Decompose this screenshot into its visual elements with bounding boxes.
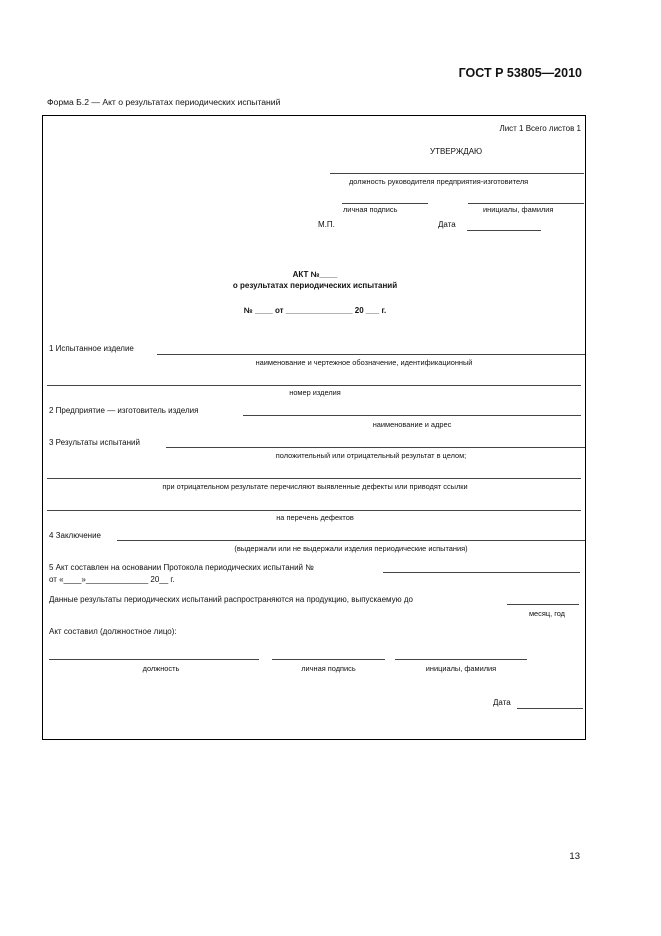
approve-position-line[interactable] — [330, 173, 584, 174]
approve-title: УТВЕРЖДАЮ — [430, 147, 483, 156]
item3-hint: положительный или отрицательный результат в целом; — [275, 451, 467, 460]
act-title: АКТ №____ — [292, 270, 338, 279]
page-number: 13 — [569, 851, 580, 862]
approve-position-label: должность руководителя предприятия-изготовителя — [349, 177, 529, 186]
item3-hint2: при отрицательном результате перечисляют выявленные дефекты или приводят ссылки — [162, 482, 468, 491]
item2-field[interactable] — [243, 415, 581, 416]
approve-signature-label: личная подпись — [343, 205, 398, 214]
item5-line2: от «____»______________ 20__ г. — [49, 575, 175, 584]
item3-field[interactable] — [166, 447, 585, 448]
item3-field-2[interactable] — [47, 478, 581, 479]
sheet-info: Лист 1 Всего листов 1 — [499, 124, 581, 133]
approve-date-label: Дата — [438, 220, 456, 229]
standard-header: ГОСТ Р 53805—2010 — [458, 66, 582, 80]
item1-field[interactable] — [157, 354, 585, 355]
act-subtitle: о результатах периодических испытаний — [232, 281, 398, 290]
item1-hint: наименование и чертежное обозначение, идентификационный — [255, 358, 473, 367]
stamp-label: М.П. — [318, 220, 335, 229]
compiler-signature-label: личная подпись — [301, 664, 356, 673]
approve-name-label: инициалы, фамилия — [483, 205, 554, 214]
item1-label: 1 Испытанное изделие — [49, 344, 134, 353]
extent-text: Данные результаты периодических испытаний распространяются на продукцию, выпускаемую до — [49, 595, 413, 604]
compiler-date-label: Дата — [493, 698, 511, 707]
item2-label: 2 Предприятие — изготовитель изделия — [49, 406, 199, 415]
item4-hint: (выдержали или не выдержали изделия периодические испытания) — [234, 544, 468, 553]
item3-field-3[interactable] — [47, 510, 581, 511]
item4-field[interactable] — [117, 540, 585, 541]
item1-hint2: номер изделия — [289, 388, 341, 397]
extent-date-field[interactable] — [507, 604, 579, 605]
compiler-name-label: инициалы, фамилия — [425, 664, 497, 673]
item3-label: 3 Результаты испытаний — [49, 438, 140, 447]
form-frame — [42, 115, 586, 740]
compiler-title: Акт составил (должностное лицо): — [49, 627, 177, 636]
item2-hint: наименование и адрес — [372, 420, 452, 429]
compiler-name-line[interactable] — [395, 659, 527, 660]
item5-line1: 5 Акт составлен на основании Протокола периодических испытаний № — [49, 563, 314, 572]
item5-protocol-field[interactable] — [383, 572, 580, 573]
extent-hint: месяц, год — [528, 609, 565, 618]
compiler-position-label: должность — [142, 664, 180, 673]
compiler-date-line[interactable] — [517, 708, 583, 709]
form-caption: Форма Б.2 — Акт о результатах периодических испытаний — [47, 97, 281, 107]
approve-name-line[interactable] — [468, 203, 584, 204]
approve-signature-line[interactable] — [342, 203, 428, 204]
act-number-line: № ____ от _______________ 20 ___ г. — [243, 306, 387, 315]
item4-label: 4 Заключение — [49, 531, 101, 540]
compiler-signature-line[interactable] — [272, 659, 385, 660]
item3-hint3: на перечень дефектов — [276, 513, 354, 522]
compiler-position-line[interactable] — [49, 659, 259, 660]
approve-date-line[interactable] — [467, 230, 541, 231]
item1-field-2[interactable] — [47, 385, 581, 386]
